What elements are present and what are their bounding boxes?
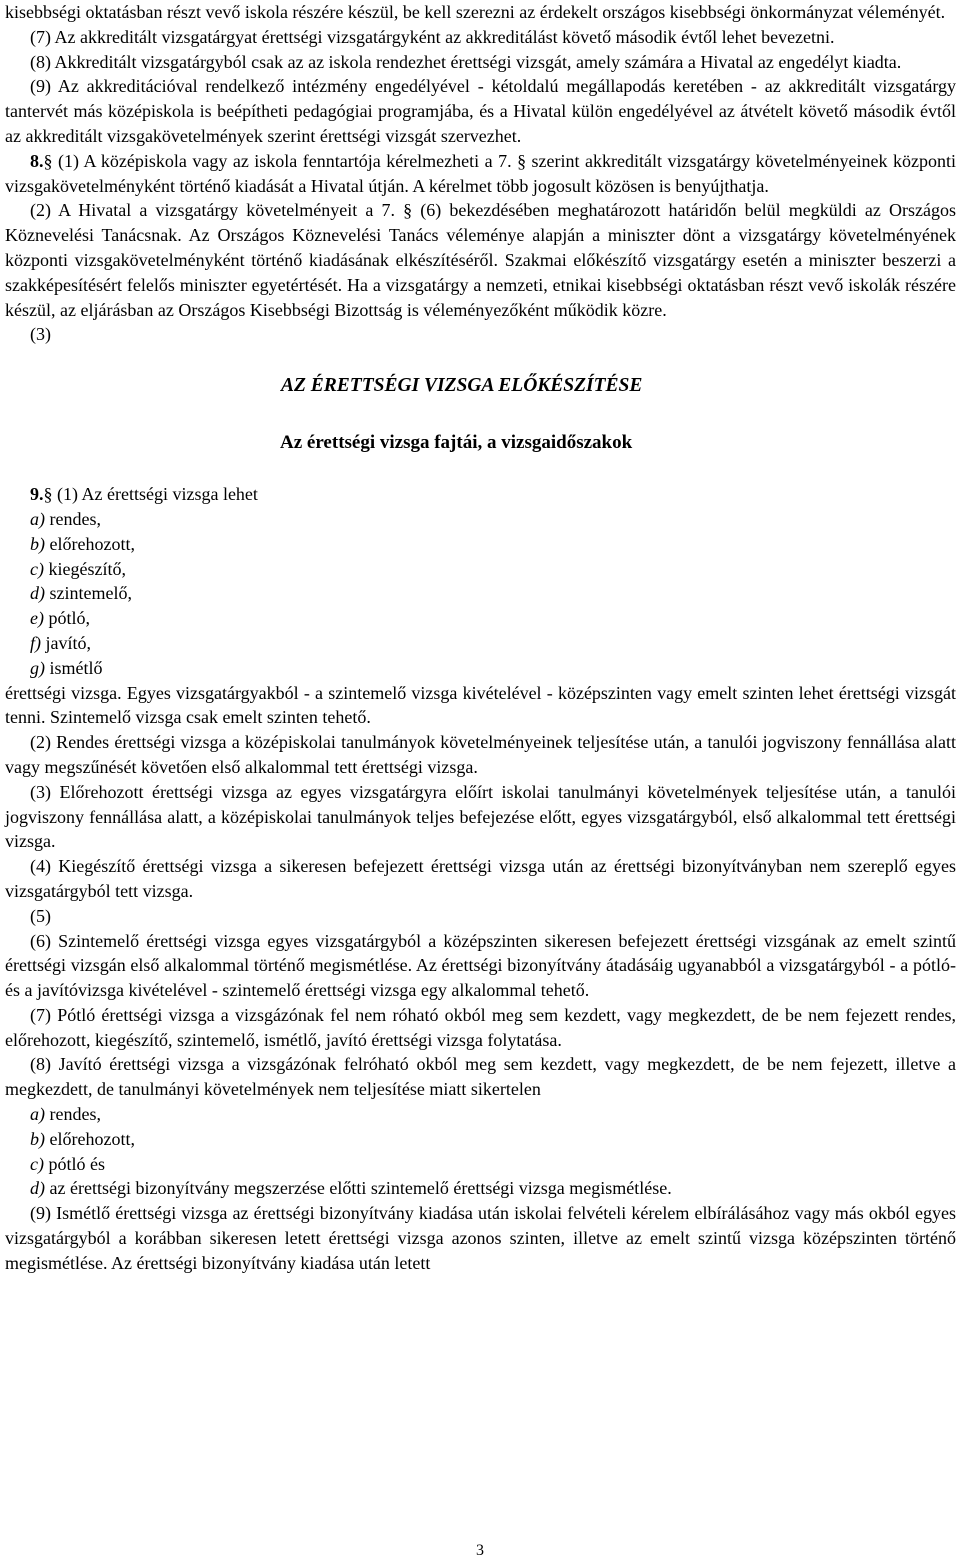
list-letter: d) [30,1178,45,1199]
list-letter: b) [30,533,45,554]
list-text: kiegészítő, [43,558,126,579]
list-letter: g) [30,657,45,678]
retake-list [5,1102,956,1201]
list-item [5,631,956,656]
list-item [5,532,956,557]
section-number: 9. [30,484,44,505]
section-sign: § [43,150,53,171]
paragraph: (3) Előrehozott érettségi vizsga az egyes vizsgatárgyra előírt iskolai tanulmányi követelmények teljesítése után, a tanulói jogviszony fennállása alatt, a középiskolai tanulmányok teljes befejezése előtt, egyes vizsgatárgyból, első alkalommal tett érettségi vizsga. [5,781,956,852]
list-text: előrehozott, [45,1128,135,1149]
list-letter: a) [30,1104,45,1125]
paragraph: (7) Az akkreditált vizsgatárgyat érettségi vizsgatárgyként az akkreditálást követő második évtől lehet bevezetni. [30,26,835,47]
list-letter: e) [30,608,44,629]
section-sign: § [403,200,413,221]
paragraph: (7) Pótló érettségi vizsga a vizsgázónak fel nem róható okból meg sem kezdett, vagy megkezdett, de be nem fejezett rendes, előrehozott, kiegészítő, szintemelő, ismétlő, javító érettségi vizsga folytatása. [5,1004,956,1050]
paragraph: (8) Javító érettségi vizsga a vizsgázónak felróható okból meg sem kezdett, vagy megkezdett, de be nem fejezett, illetve a megkezdett, de tanulmányi követelmények nem teljesítése miatt sikertelen [5,1054,956,1100]
list-item [5,557,956,582]
section-8-paragraph-2 [5,198,956,322]
paragraph-text: (2) A Hivatal a vizsgatárgy követelményeit a 7. [30,200,404,221]
list-item [5,1152,956,1177]
list-letter: b) [30,1128,45,1149]
list-text: pótló és [43,1153,105,1174]
list-text: szintemelő, [45,583,132,604]
list-item [5,1176,956,1201]
list-text: pótló, [43,608,90,629]
list-letter: c) [30,558,44,579]
section-9-intro [5,482,956,507]
paragraph-text: (6) bekezdésében meghatározott határidőn belül megküldi az Országos Köznevelési Tanácsnak. Az Országos Köznevelési Tanács véleménye alapján a miniszter dönt a vizsgatárgy követelményének központi vizsgakövetelményként történő kiadásának elkészítéséről. Szakmai előkészítő vizsgatárgy esetén a miniszter beszerzi a szakképesítésért felelős miniszter egyetértését. Ha a vizsgatárgy a nemzeti, etnikai kisebbségi oktatásban részt vevő iskolák részére készül, az eljárásban az Országos Kisebbségi Bizottság is véleményezőként működik közre. [5,200,956,320]
chapter-title: AZ ÉRETTSÉGI VIZSGA ELŐKÉSZÍTÉSE [281,375,643,397]
paragraph-text: (1) Az érettségi vizsga lehet [52,484,258,505]
document-page [5,0,956,1276]
list-letter: c) [30,1153,44,1174]
section-8-paragraph-3: (3) [30,324,51,345]
paragraph: kisebbségi oktatásban részt vevő iskola részére készül, be kell szerezni az érdekelt országos kisebbségi önkormányzat véleményét. [5,2,946,22]
list-letter: d) [30,583,45,604]
paragraph: (5) [30,905,51,926]
paragraph: (4) Kiegészítő érettségi vizsga a sikeresen befejezett érettségi vizsga után az érettségi bizonyítványban nem szereplő egyes vizsgatárgyból tett vizsga. [5,856,956,901]
list-item [5,656,956,681]
list-text: előrehozott, [45,533,135,554]
paragraph-text: (1) A középiskola vagy az iskola fenntartója kérelmezheti a 7. [52,150,518,171]
list-text: az érettségi bizonyítvány megszerzése előtti szintemelő érettségi vizsga megismétlése. [45,1178,672,1199]
paragraph: (6) Szintemelő érettségi vizsga egyes vizsgatárgyból a középszinten sikeresen befejezett érettségi vizsgának az emelt szintű érettségi vizsgán első alkalommal történő megismétlése. Az érettségi bizonyítvány átadásáig ugyanabból a vizsgatárgyból - a pótló- és a javítóvizsga kivételével - szintemelő érettségi vizsga egy alkalommal tehető. [5,930,956,1001]
list-letter: a) [30,508,45,529]
section-8-paragraph-1 [5,149,956,199]
paragraph: (2) Rendes érettségi vizsga a középiskolai tanulmányok követelményeinek teljesítése után, a tanulói jogviszony fennállása alatt vagy megszűnését követően első alkalommal tett érettségi vizsga. [5,732,956,777]
section-sign: § [517,150,527,171]
list-item [5,507,956,532]
list-item [5,1127,956,1152]
paragraph: (9) Az akkreditációval rendelkező intézmény engedélyével - kétoldalú megállapodás keretében - az akkreditált vizsgatárgy tantervét más középiskola is beépítheti pedagógiai programjába, és a Hivatal külön engedélyével az átvételt követő második évtől az akkreditált vizsgakövetelmények szerint érettségi vizsgát szervezhet. [5,76,956,146]
paragraph-text: szerint akkreditált vizsgatárgy követelményeinek központi vizsgakövetelményként történő kiadását a Hivatal útján. A kérelmet több jogosult közösen is benyújthatja. [5,150,956,196]
paragraph: érettségi vizsga. Egyes vizsgatárgyakból - a szintemelő vizsga kivételével - középszinten vagy emelt szinten lehet érettségi vizsgát tenni. Szintemelő vizsga csak emelt szinten tehető. [5,682,956,728]
chapter-subtitle: Az érettségi vizsga fajtái, a vizsgaidőszakok [280,432,633,454]
list-text: rendes, [45,1104,101,1125]
list-item [5,581,956,606]
list-text: ismétlő [45,657,103,678]
paragraph: (8) Akkreditált vizsgatárgyból csak az az iskola rendezhet érettségi vizsgát, amely számára a Hivatal az engedélyt kiadta. [30,51,902,72]
list-item [5,606,956,631]
list-item [5,1102,956,1127]
list-text: javító, [41,632,91,653]
paragraph: (9) Ismétlő érettségi vizsga az érettségi bizonyítvány kiadása után iskolai felvételi kérelem elbírálásához vagy más okból egyes vizsgatárgyból a korábban sikeresen letett érettségi vizsga azonos szinten, illetve az emelt szintű vizsga középszinten történő megismétlése. Az érettségi bizonyítvány kiadása után letett [5,1203,956,1273]
section-number: 8. [30,150,44,171]
exam-type-list [5,507,956,681]
page-number: 3 [476,1542,484,1559]
section-sign: § [43,484,53,505]
list-text: rendes, [45,508,101,529]
list-letter: f) [30,632,41,653]
